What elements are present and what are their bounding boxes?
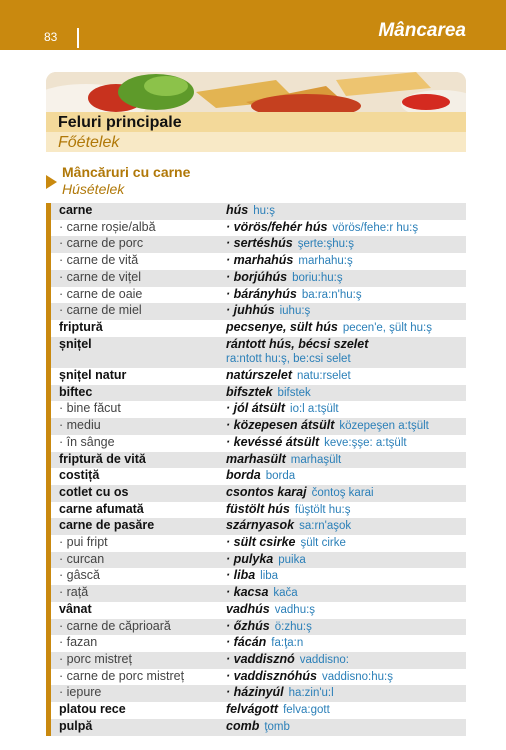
pronunciation: ba:ra:n'hu:ş: [301, 288, 362, 301]
table-row: [46, 287, 466, 304]
romanian-term: · în sânge: [59, 434, 115, 449]
hungarian-cell: [223, 719, 466, 736]
pronunciation: bifstek: [277, 386, 311, 399]
hungarian-term: · borjúhús: [226, 269, 288, 284]
hungarian-term: rántott hús, bécsi szelet: [226, 336, 369, 351]
romanian-term: cotlet cu os: [59, 484, 129, 499]
romanian-term: friptură: [59, 319, 103, 334]
romanian-term: costiță: [59, 468, 100, 483]
hungarian-term: · pulyka: [226, 551, 274, 566]
hungarian-term: felvágott: [226, 702, 279, 717]
pronunciation: felva:gott: [283, 704, 330, 717]
table-row: [46, 702, 466, 719]
hungarian-cell: [223, 535, 466, 552]
table-row: [46, 368, 466, 385]
romanian-term: șnițel: [59, 336, 92, 351]
pronunciation: şerte:şhu:ş: [297, 238, 354, 251]
romanian-term: · iepure: [59, 685, 102, 700]
romanian-term: · carne de vițel: [59, 269, 141, 284]
table-row: [46, 685, 466, 702]
table-row: [46, 535, 466, 552]
romanian-term: · bine făcut: [59, 401, 121, 416]
page-number: 83: [44, 30, 58, 44]
hungarian-term: · sertéshús: [226, 236, 293, 251]
header-bar: [0, 0, 506, 50]
pronunciation: vaddisno:hu:ş: [321, 670, 393, 683]
hungarian-cell: [223, 287, 466, 304]
hungarian-term: · kevéssé átsült: [226, 434, 320, 449]
romanian-term: friptură de vită: [59, 451, 146, 466]
page-divider: [77, 28, 79, 48]
hungarian-cell: [223, 418, 466, 435]
romanian-term: biftec: [59, 384, 93, 399]
romanian-term: vânat: [59, 601, 92, 616]
table-row: [46, 220, 466, 237]
hungarian-cell: [223, 518, 466, 535]
pronunciation: ra:ntott hu:ş, be:csi selet: [226, 353, 351, 366]
romanian-term: carne de pasăre: [59, 518, 155, 533]
table-row: [46, 236, 466, 253]
pronunciation: vadhu:ş: [274, 603, 316, 616]
hungarian-cell: [223, 303, 466, 320]
pronunciation: fa:ţa:n: [271, 637, 304, 650]
pronunciation: marhahu:ş: [298, 255, 353, 268]
hungarian-cell: [223, 401, 466, 418]
hungarian-cell: [223, 652, 466, 669]
hungarian-cell: [223, 452, 466, 469]
table-row: [46, 552, 466, 569]
hungarian-cell: [223, 702, 466, 719]
food-photo: [46, 72, 466, 112]
hungarian-term: · közepesen átsült: [226, 418, 335, 433]
hungarian-term: · liba: [226, 568, 256, 583]
subsection-title: Mâncăruri cu carne: [62, 164, 191, 180]
romanian-term: șnițel natur: [59, 368, 127, 383]
romanian-term: · carne de porc: [59, 236, 144, 251]
hungarian-cell: [223, 619, 466, 636]
hungarian-term: · vaddisznó: [226, 651, 295, 666]
hungarian-cell: [223, 602, 466, 619]
pronunciation: pecen'e, şült hu:ş: [342, 321, 433, 334]
chapter-title: Mâncarea: [378, 20, 466, 41]
pronunciation: füştölt hu:ş: [294, 503, 351, 516]
pronunciation: čontoş karai: [311, 486, 374, 499]
hungarian-term: pecsenye, sült hús: [226, 319, 338, 334]
table-row: [46, 719, 466, 736]
table-row: [46, 337, 466, 368]
hungarian-cell: [223, 253, 466, 270]
pronunciation: vaddisno:: [299, 653, 349, 666]
hungarian-term: szárnyasok: [226, 518, 295, 533]
pronunciation: hu:ş: [253, 205, 275, 217]
section-title: Feluri principale: [58, 114, 182, 131]
table-row: [46, 635, 466, 652]
hungarian-cell: [223, 320, 466, 337]
hungarian-term: · juhhús: [226, 303, 275, 318]
table-row: [46, 518, 466, 535]
hungarian-cell: [223, 669, 466, 686]
romanian-term: · rață: [59, 585, 89, 600]
pronunciation: iuhu:ş: [279, 305, 311, 318]
hungarian-cell: [223, 635, 466, 652]
hungarian-term: · jól átsült: [226, 401, 286, 416]
triangle-bullet-icon: [46, 175, 57, 189]
hungarian-term: csontos karaj: [226, 484, 307, 499]
pronunciation: ha:zin'u:l: [288, 687, 334, 700]
romanian-term: · gâscă: [59, 568, 100, 583]
hungarian-cell: [223, 568, 466, 585]
table-row: [46, 203, 466, 220]
hungarian-cell: [223, 337, 466, 368]
hungarian-cell: [223, 685, 466, 702]
section-header: [46, 112, 466, 152]
hungarian-cell: [223, 552, 466, 569]
hungarian-term: · kacsa: [226, 585, 269, 600]
pronunciation: sa:rn'aşok: [299, 520, 352, 533]
hungarian-term: · sült csirke: [226, 535, 296, 550]
table-row: [46, 385, 466, 402]
hungarian-cell: [223, 270, 466, 287]
hungarian-cell: [223, 435, 466, 452]
hungarian-term: bifsztek: [226, 384, 273, 399]
pronunciation: io:l a:tşült: [290, 403, 339, 416]
table-row: [46, 669, 466, 686]
hungarian-term: marhasült: [226, 451, 286, 466]
table-row: [46, 502, 466, 519]
pronunciation: ţomb: [264, 720, 290, 733]
romanian-term: pulpă: [59, 718, 93, 733]
pronunciation: vörös/fehe:r hu:ş: [332, 221, 419, 234]
hungarian-cell: [223, 220, 466, 237]
romanian-term: · carne de căprioară: [59, 618, 171, 633]
table-row: [46, 303, 466, 320]
romanian-term: · porc mistreț: [59, 651, 132, 666]
romanian-term: · carne de oaie: [59, 286, 143, 301]
pronunciation: natu:rselet: [297, 370, 351, 383]
hungarian-term: vadhús: [226, 601, 270, 616]
hungarian-term: · fácán: [226, 635, 267, 650]
pronunciation: marhaşült: [290, 453, 342, 466]
hungarian-term: · vaddisznóhús: [226, 668, 317, 683]
hungarian-cell: [223, 236, 466, 253]
section-subtitle: Főételek: [58, 134, 120, 151]
table-row: [46, 270, 466, 287]
romanian-term: · carne de miel: [59, 303, 142, 318]
hungarian-term: · bárányhús: [226, 286, 297, 301]
romanian-term: platou rece: [59, 702, 126, 717]
hungarian-cell: [223, 385, 466, 402]
romanian-term: carne afumată: [59, 501, 144, 516]
pronunciation: borda: [265, 470, 296, 483]
hungarian-cell: [223, 203, 466, 220]
hungarian-cell: [223, 585, 466, 602]
hungarian-cell: [223, 502, 466, 519]
romanian-term: · fazan: [59, 635, 98, 650]
hungarian-term: füstölt hús: [226, 501, 290, 516]
table-row: [46, 468, 466, 485]
romanian-term: · carne de porc mistreț: [59, 668, 185, 683]
table-row: [46, 568, 466, 585]
romanian-term: · mediu: [59, 418, 101, 433]
subsection-subtitle: Húsételek: [62, 181, 125, 197]
pronunciation: keve:şşe: a:tşült: [324, 436, 407, 449]
hungarian-term: comb: [226, 718, 260, 733]
romanian-term: · pui fript: [59, 535, 108, 550]
pronunciation: boriu:hu:ş: [292, 271, 343, 284]
pronunciation: liba: [260, 570, 279, 583]
romanian-term: · curcan: [59, 551, 105, 566]
hungarian-term: hús: [226, 203, 249, 217]
table-row: [46, 652, 466, 669]
hungarian-cell: [223, 368, 466, 385]
hungarian-term: · őzhús: [226, 618, 270, 633]
table-row: [46, 435, 466, 452]
table-row: [46, 401, 466, 418]
table-row: [46, 452, 466, 469]
table-row: [46, 320, 466, 337]
hungarian-term: · házinyúl: [226, 685, 284, 700]
hungarian-term: borda: [226, 468, 261, 483]
hungarian-cell: [223, 468, 466, 485]
hungarian-cell: [223, 485, 466, 502]
hungarian-term: natúrszelet: [226, 368, 292, 383]
vocabulary-table: [46, 203, 466, 736]
pronunciation: közepeşen a:tşült: [339, 420, 429, 433]
pronunciation: kača: [273, 587, 298, 600]
hungarian-term: · vörös/fehér hús: [226, 219, 328, 234]
table-row: [46, 602, 466, 619]
romanian-term: · carne de vită: [59, 253, 139, 268]
table-row: [46, 418, 466, 435]
table-row: [46, 253, 466, 270]
pronunciation: şült cirke: [300, 537, 346, 550]
pronunciation: ö:zhu:ş: [274, 620, 312, 633]
romanian-term: · carne roșie/albă: [59, 219, 156, 234]
table-row: [46, 585, 466, 602]
table-row: [46, 619, 466, 636]
hungarian-term: · marhahús: [226, 253, 294, 268]
table-row: [46, 485, 466, 502]
pronunciation: puika: [278, 553, 306, 566]
romanian-term: carne: [59, 203, 93, 217]
